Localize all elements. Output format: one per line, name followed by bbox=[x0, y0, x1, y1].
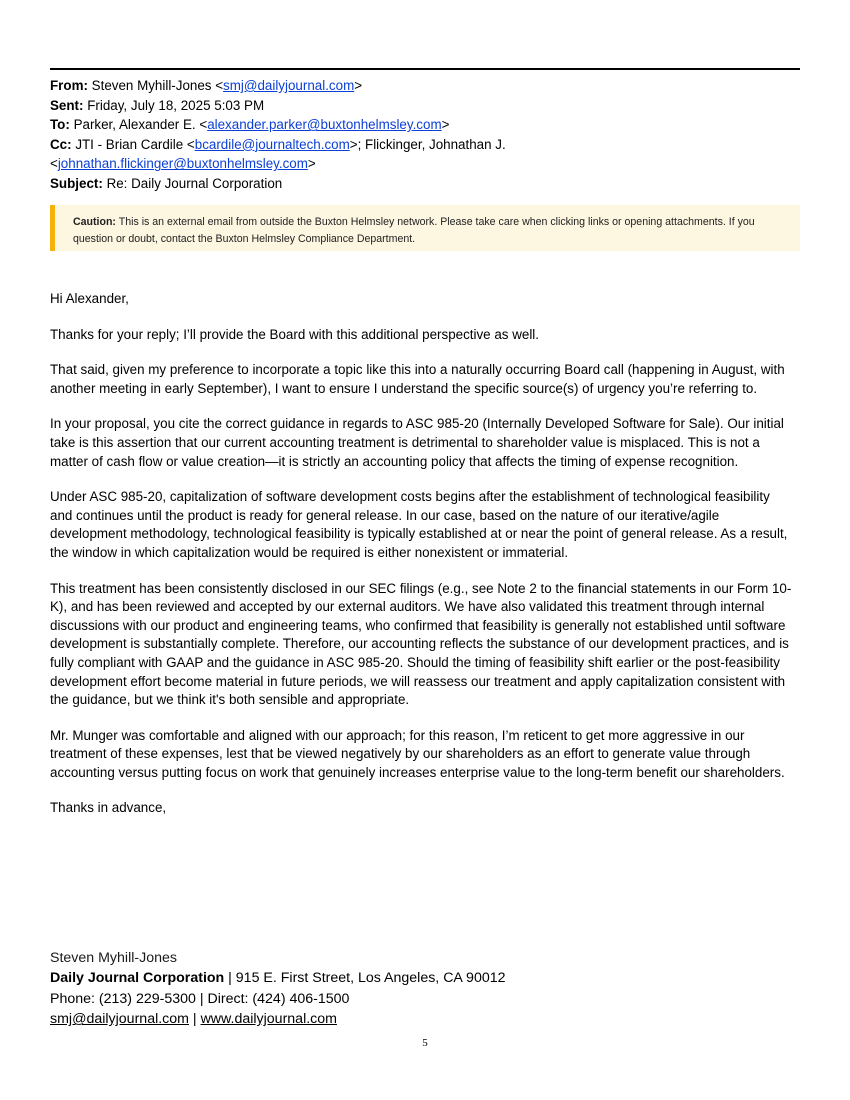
signature-company: Daily Journal Corporation bbox=[50, 970, 225, 987]
from-name: Steven Myhill-Jones < bbox=[91, 78, 224, 93]
cc-name-2: >; Flickinger, Johnathan J. bbox=[349, 136, 506, 152]
sent-value: Friday, July 18, 2025 5:03 PM bbox=[87, 97, 265, 113]
from-email-link[interactable]: smj@dailyjournal.com bbox=[223, 78, 355, 93]
body-paragraph-6: Mr. Munger was comfortable and aligned with our approach; for this reason, I’m reticent to get more aggressive in our treatment of these expenses, lest that be viewed negatively by our shareholders as an effort to generate value through accounting versus putting focus on work that genuinely increases enterprise value to the long-term benefit our shareholders. bbox=[50, 727, 785, 780]
signature-name: Steven Myhill-Jones bbox=[50, 950, 177, 966]
page-number: 5 bbox=[422, 1037, 428, 1049]
signature-separator: | bbox=[188, 1011, 201, 1028]
from-line bbox=[50, 76, 800, 96]
body-paragraph-3: In your proposal, you cite the correct guidance in regards to ASC 985-20 (Internally Developed Software for Sale). Our initial take is this assertion that our current accounting treatment is detrimental to shareholder value is misplaced. This is not a matter of cash flow or value creation—it is strictly an accounting policy that affects the timing of expense recognition. bbox=[50, 416, 784, 469]
subject-label: Subject: bbox=[50, 175, 103, 191]
body-paragraph-5: This treatment has been consistently disclosed in our SEC filings (e.g., see Note 2 to the financial statements in our Form 10-K), and has been reviewed and accepted by our external auditors. We have also validated this treatment through internal discussions with our product and engineering teams, who confirmed that feasibility is generally not established until software development is substantially complete. Therefore, our accounting reflects the substance of our development practices, and is fully compliant with GAAP and the guidance in ASC 985-20. Should the timing of feasibility shift earlier or the post-feasibility development effort become material in future periods, we will reassess our treatment and apply capitalization consistent with the guidance, but we think it's both sensible and appropriate. bbox=[50, 580, 792, 708]
body-paragraph-2: That said, given my preference to incorporate a topic like this into a naturally occurring Board call (happening in August, with another meeting in early September), I want to ensure I understand the specific source(s) of urgency you’re referring to. bbox=[50, 362, 785, 396]
subject-value: Re: Daily Journal Corporation bbox=[106, 175, 283, 191]
cc-name-1: JTI - Brian Cardile < bbox=[75, 136, 195, 152]
greeting: Hi Alexander, bbox=[50, 291, 129, 306]
from-close: > bbox=[354, 78, 363, 93]
external-email-caution-banner bbox=[50, 205, 800, 251]
subject-line bbox=[50, 174, 800, 194]
cc-open-2: < bbox=[50, 156, 58, 172]
signature-website-link[interactable]: www.dailyjournal.com bbox=[200, 1011, 337, 1028]
signature-links bbox=[50, 1009, 800, 1029]
to-name: Parker, Alexander E. < bbox=[73, 117, 208, 133]
sent-line bbox=[50, 96, 800, 116]
cc-email-link-1[interactable]: bcardile@journaltech.com bbox=[194, 136, 350, 152]
cc-label: Cc: bbox=[50, 136, 72, 152]
to-label: To: bbox=[50, 117, 70, 133]
signature-email-link[interactable]: smj@dailyjournal.com bbox=[50, 1011, 189, 1028]
email-body bbox=[50, 290, 795, 835]
cc-line bbox=[50, 135, 800, 155]
sent-label: Sent: bbox=[50, 97, 84, 113]
email-headers bbox=[50, 76, 800, 194]
to-email-link[interactable]: alexander.parker@buxtonhelmsley.com bbox=[207, 117, 442, 133]
signature-address: | 915 E. First Street, Los Angeles, CA 90012 bbox=[224, 970, 506, 987]
caution-label: Caution: bbox=[73, 216, 116, 228]
cc-email-link-2[interactable]: johnathan.flickinger@buxtonhelmsley.com bbox=[57, 156, 308, 172]
to-line bbox=[50, 115, 800, 135]
cc-close-2: > bbox=[307, 156, 316, 172]
caution-text: This is an external email from outside the Buxton Helmsley network. Please take care when clicking links or opening attachments. If you question or doubt, contact the Buxton Helmsley Compliance Department. bbox=[73, 216, 755, 245]
body-paragraph-1: Thanks for your reply; I’ll provide the Board with this additional perspective as well. bbox=[50, 326, 539, 342]
cc-line-continued bbox=[50, 154, 800, 174]
email-signature bbox=[50, 948, 800, 1030]
signature-company-line bbox=[50, 968, 800, 988]
from-label: From: bbox=[50, 78, 88, 93]
closing: Thanks in advance, bbox=[50, 800, 167, 816]
signature-phone: Phone: (213) 229-5300 | Direct: (424) 406-1500 bbox=[50, 990, 350, 1007]
to-close: > bbox=[441, 117, 450, 133]
body-paragraph-4: Under ASC 985-20, capitalization of software development costs begins after the establishment of technological feasibility and continues until the product is ready for general release. In our case, based on the nature of our iterative/agile development methodology, technological feasibility is typically established at or near the point of general release. As a result, the window in which capitalization would be required is either nonexistent or immaterial. bbox=[50, 489, 788, 560]
header-divider bbox=[50, 68, 800, 70]
